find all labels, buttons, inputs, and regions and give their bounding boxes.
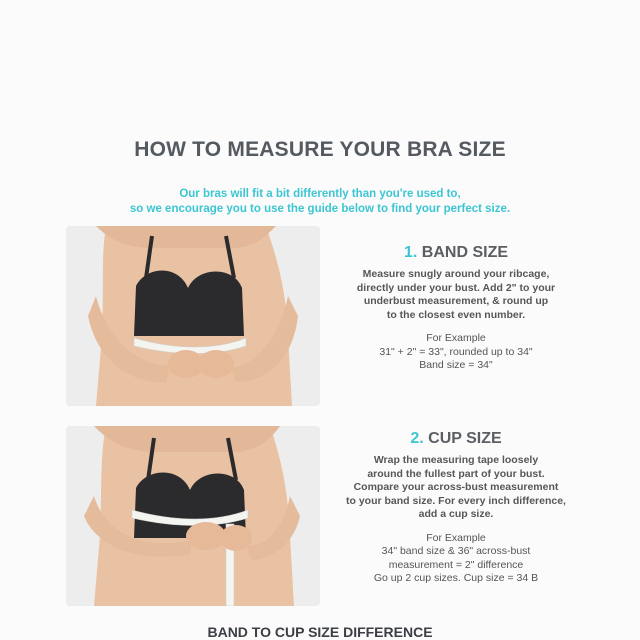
step-1-desc-line: underbust measurement, & round up [363, 295, 549, 307]
step-2-number: 2. [410, 430, 424, 447]
intro-line-1: Our bras will fit a bit differently than you're used to, [179, 188, 461, 200]
step-1-example-label: For Example [426, 332, 486, 344]
step-2-heading [330, 430, 582, 448]
step-1-desc-line: to the closest even number. [386, 308, 526, 321]
step-1-desc-line: directly under your bust. Add 2" to your [356, 281, 556, 294]
page-title: HOW TO MEASURE YOUR BRA SIZE [134, 138, 506, 161]
cup-size-photo [66, 426, 320, 606]
step-band-size [330, 244, 582, 373]
bottom-heading: BAND TO CUP SIZE DIFFERENCE [207, 624, 433, 640]
step-2-desc-line: to your band size. For every inch difference, [346, 494, 566, 507]
step-2-example-line: Go up 2 cup sizes. Cup size = 34 B [373, 572, 539, 584]
step-1-number: 1. [403, 244, 418, 261]
step-1-heading [330, 244, 582, 262]
step-2-desc-line: add a cup size. [418, 508, 494, 520]
step-cup-size [330, 430, 582, 586]
step-2-example-label: For Example [426, 531, 486, 544]
step-1-desc-line: Measure snugly around your ribcage, [362, 268, 550, 280]
step-2-example [330, 532, 582, 586]
step-2-example-line: 34" band size & 36" across-bust [381, 545, 531, 557]
step-1-example [330, 332, 582, 373]
step-2-desc-line: Compare your across-bust measurement [353, 481, 559, 493]
step-1-description [330, 268, 582, 322]
step-1-title: BAND SIZE [421, 244, 509, 261]
step-2-desc-line: Wrap the measuring tape loosely [373, 454, 539, 466]
step-2-title: CUP SIZE [428, 430, 502, 447]
step-2-example-line: measurement = 2" difference [388, 558, 524, 571]
intro-text [0, 187, 640, 217]
step-2-desc-line: around the fullest part of your bust. [367, 467, 545, 480]
step-1-example-line: Band size = 34" [419, 359, 493, 371]
step-1-example-line: 31" + 2" = 33", rounded up to 34" [379, 345, 533, 358]
step-2-description [330, 454, 582, 522]
intro-line-2: so we encourage you to use the guide below to find your perfect size. [129, 203, 511, 215]
band-size-photo [66, 226, 320, 406]
